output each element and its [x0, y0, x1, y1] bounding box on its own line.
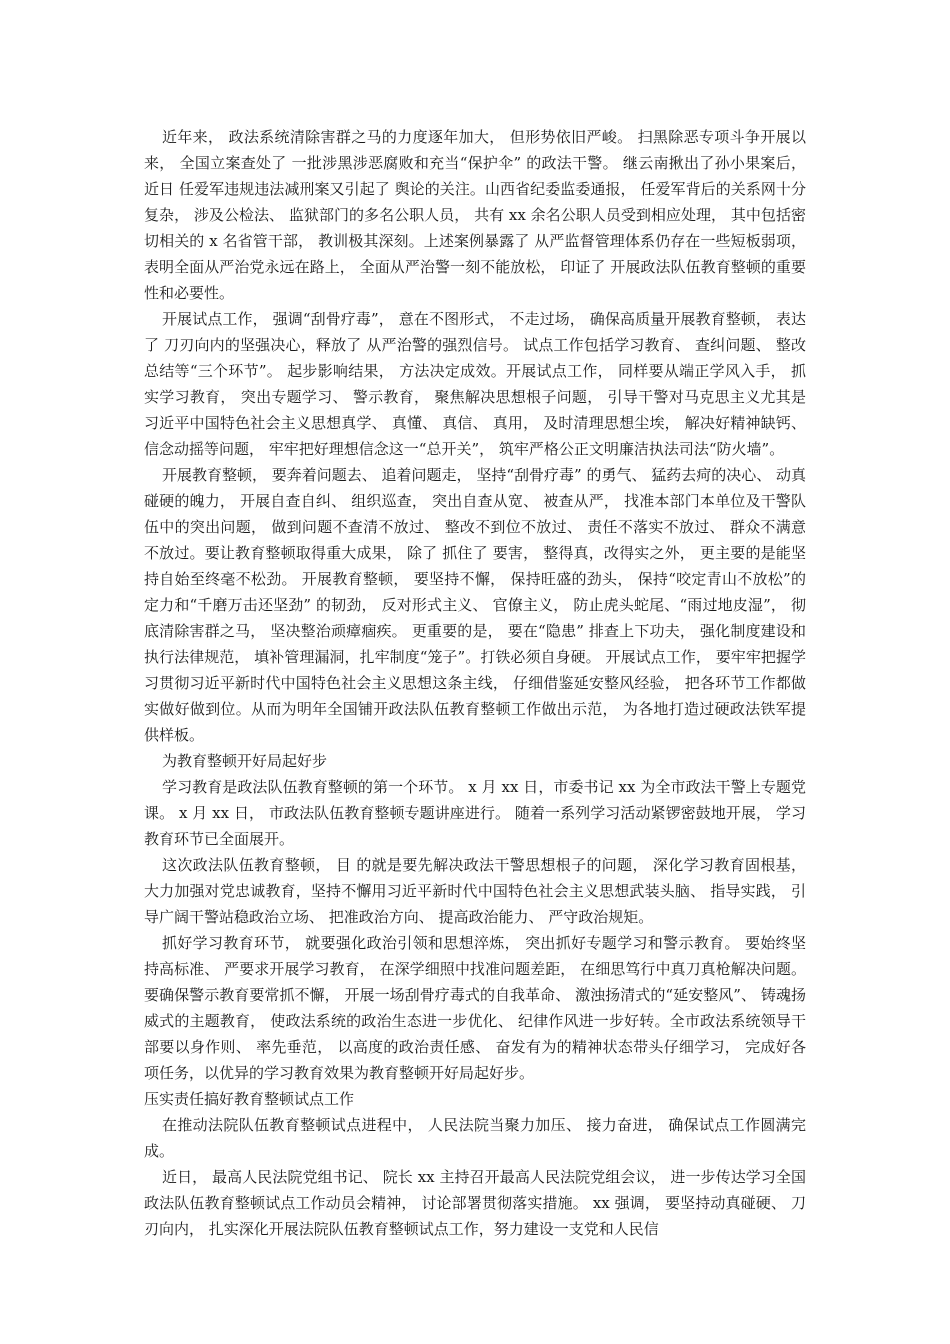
paragraph-study-phase: 抓好学习教育环节， 就要强化政治引领和思想淬炼， 突出抓好专题学习和警示教育。 要始终坚持高标准、 严要求开展学习教育， 在深学细照中找准问题差距， 在细思笃行中真刀真枪解决问题。 要确保警示教育要常抓不懈， 开展一场刮骨疗毒式的自我革命、 激浊扬清式的“延安整风”、 铸魂扬威式的主题教育， 使政法系统的政治生态进一步优化、 纪律作风进一步好转。全市政法系统领导干部要以身作则、 率先垂范， 以高度的政治责任感、 奋发有为的精神状态带头仔细学习， 完成好各项任务，以优异的学习教育效果为教育整顿开好局起好步。	[144, 934, 806, 1082]
section-heading-responsibility: 压实责任搞好教育整顿试点工作	[144, 1090, 355, 1108]
paragraph-purpose: 这次政法队伍教育整顿， 目 的就是要先解决政法干警思想根子的问题， 深化学习教育固根基， 大力加强对党忠诚教育，坚持不懈用习近平新时代中国特色社会主义思想武装头脑、 指导实践， 引导广阔干警站稳政治立场、 把准政治方向、 提高政治能力、 严守政治规矩。	[144, 856, 806, 926]
paragraph-study-education: 学习教育是政法队伍教育整顿的第一个环节。 x 月 xx 日，市委书记 xx 为全市政法干警上专题党课。 x 月 xx 日， 市政法队伍教育整顿专题讲座进行。 随着一系列学习活动紧锣密鼓地开展， 学习教育环节已全面展开。	[144, 778, 806, 848]
paragraph-court-pilot: 在推动法院队伍教育整顿试点进程中， 人民法院当聚力加压、 接力奋进， 确保试点工作圆满完成。	[144, 1116, 806, 1160]
paragraph-education-rectification: 开展教育整顿， 要奔着问题去、 追着问题走， 坚持“刮骨疗毒” 的勇气、 猛药去疴的决心、 动真碰硬的魄力， 开展自查自纠、 组织巡查， 突出自查从宽、 被查从严， 找准本部门本单位及干警队伍中的突出问题， 做到问题不查清不放过、 整改不到位不放过、 责任不落实不放过、 群众不满意不放过。要让教育整顿取得重大成果， 除了 抓住了 要害， 整得真，改得实之外， 更主要的是能坚持自始至终毫不松劲。 开展教育整顿， 要坚持不懈， 保持旺盛的劲头， 保持“咬定青山不放松”的定力和“千磨万击还坚劲” 的韧劲， 反对形式主义、 官僚主义， 防止虎头蛇尾、“雨过地皮湿”， 彻底清除害群之马， 坚决整治顽瘴痼疾。 更重要的是， 要在“隐患” 排查上下功夫， 强化制度建设和执行法律规范， 填补管理漏洞，扎牢制度“笼子”。打铁必须自身硬。 开展试点工作， 要牢牢把握学习贯彻习近平新时代中国特色社会主义思想这条主线， 仔细借鉴延安整风经验， 把各环节工作都做实做好做到位。从而为明年全国铺开政法队伍教育整顿工作做出示范， 为各地打造过硬政法铁军提供样板。	[144, 466, 806, 744]
paragraph-intro: 近年来， 政法系统清除害群之马的力度逐年加大， 但形势依旧严峻。 扫黑除恶专项斗争开展以来， 全国立案查处了 一批涉黑涉恶腐败和充当“保护伞” 的政法干警。 继云南揪出了孙小果案后， 近日 任爱军违规违法减刑案又引起了 舆论的关注。山西省纪委监委通报， 任爱军背后的关系网十分复杂， 涉及公检法、 监狱部门的多名公职人员， 共有 xx 余名公职人员受到相应处理， 其中包括密切相关的 x 名省管干部， 教训极其深刻。上述案例暴露了 从严监督管理体系仍存在一些短板弱项， 表明全面从严治党永远在路上， 全面从严治警一刻不能放松， 印证了 开展政法队伍教育整顿的重要性和必要性。	[144, 128, 806, 302]
document-page	[144, 124, 806, 1242]
paragraph-pilot-work: 开展试点工作， 强调“刮骨疗毒”， 意在不图形式， 不走过场， 确保高质量开展教育整顿， 表达了 刀刃向内的坚强决心，释放了 从严治警的强烈信号。 试点工作包括学习教育、 查纠问题、 整改总结等“三个环节”。 起步影响结果， 方法决定成效。开展试点工作， 同样要从端正学风入手， 抓实学习教育， 突出专题学习、 警示教育， 聚焦解决思想根子问题， 引导干警对马克思主义尤其是习近平中国特色社会主义思想真学、 真懂、 真信、 真用， 及时清理思想尘埃， 解决好精神缺钙、 信念动摇等问题， 牢牢把好理想信念这一“总开关”， 筑牢严格公正文明廉洁执法司法“防火墙”。	[144, 310, 806, 458]
section-heading-good-start: 为教育整顿开好局起好步	[162, 752, 328, 770]
paragraph-supreme-court: 近日， 最高人民法院党组书记、 院长 xx 主持召开最高人民法院党组会议， 进一步传达学习全国政法队伍教育整顿试点工作动员会精神， 讨论部署贯彻落实措施。 xx 强调， 要坚持动真碰硬、 刀刃向内， 扎实深化开展法院队伍教育整顿试点工作，努力建设一支党和人民信	[144, 1168, 806, 1238]
